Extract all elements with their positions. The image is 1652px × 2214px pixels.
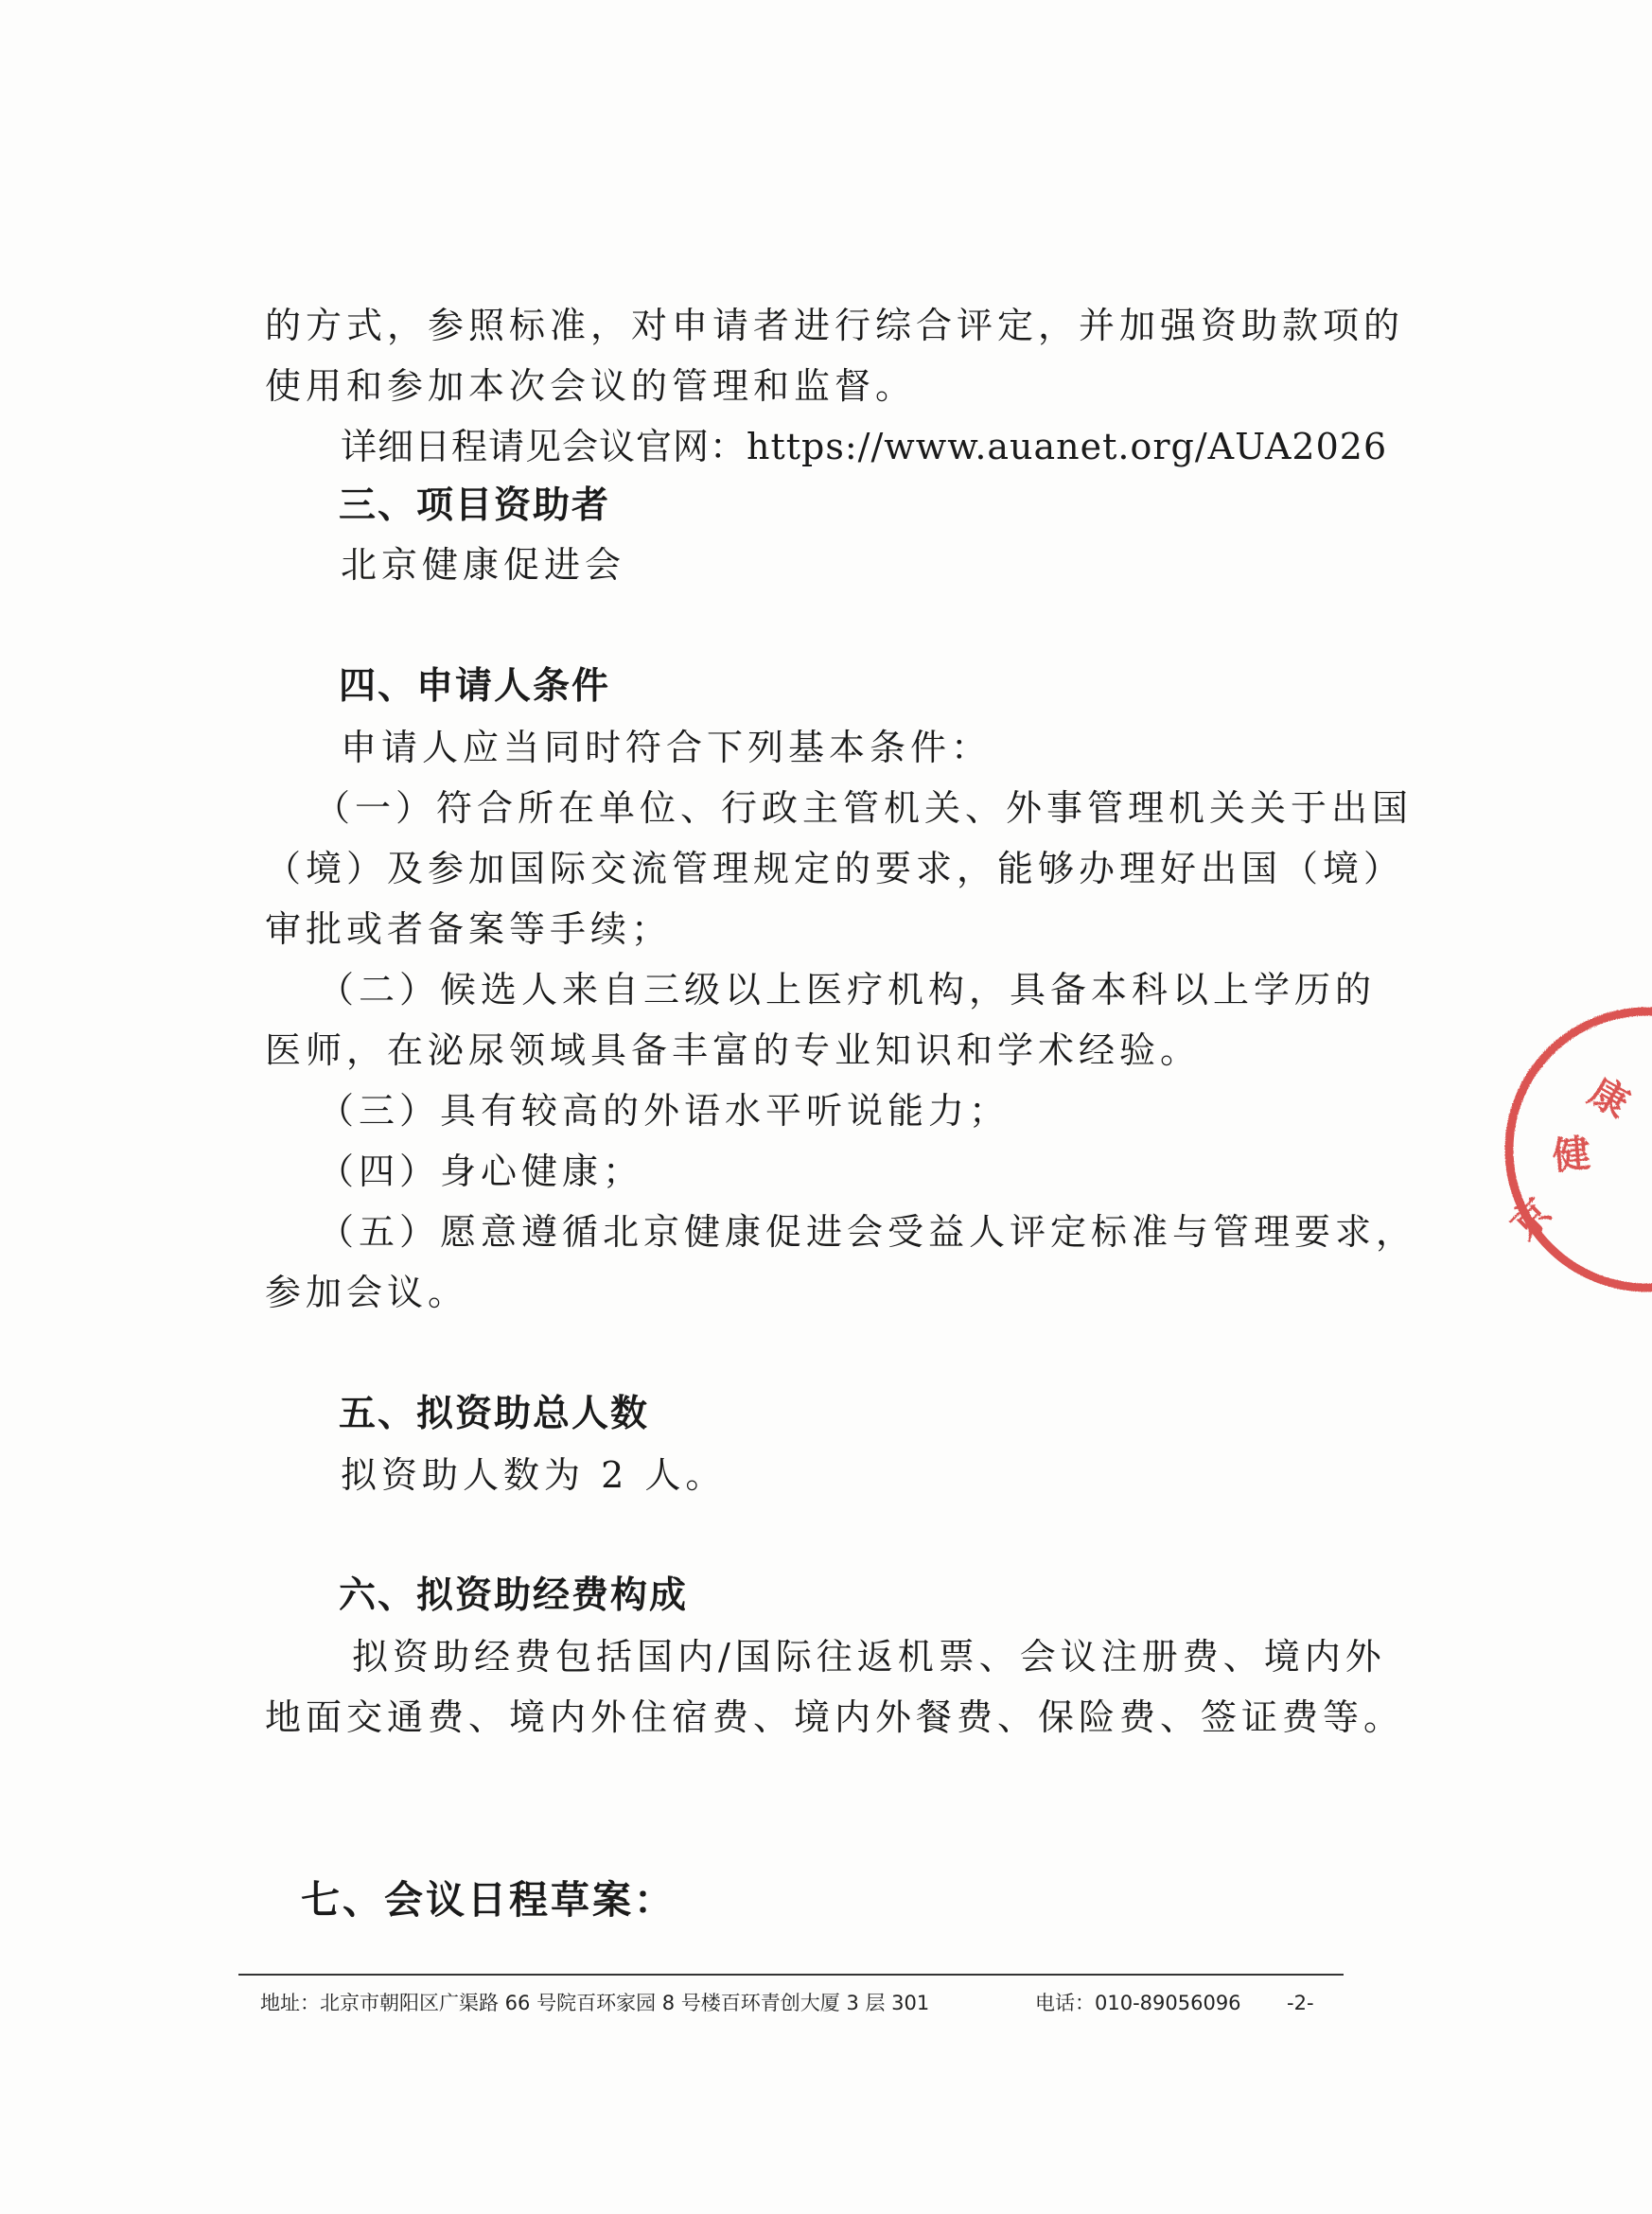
condition-4: （四）身心健康； — [318, 1151, 644, 1192]
seal-char-3: 京 — [1503, 1190, 1561, 1249]
footer-divider — [238, 1974, 1344, 1976]
condition-2-line-1: （二）候选人来自三级以上医疗机构，具备本科以上学历的 — [318, 969, 1377, 1010]
body-line-2: 使用和参加本次会议的管理和监督。 — [265, 365, 917, 407]
condition-1-line-3: 审批或者备案等手续； — [265, 908, 673, 950]
section-3-heading: 三、项目资助者 — [339, 484, 611, 527]
section-7-heading: 七、会议日程草案： — [301, 1877, 676, 1923]
section-6-line-1: 拟资助经费包括国内/国际往返机票、会议注册费、境内外 — [352, 1636, 1386, 1678]
condition-1-line-1: （一）符合所在单位、行政主管机关、外事管理机关关于出国 — [314, 787, 1414, 829]
condition-5-line-1: （五）愿意遵循北京健康促进会受益人评定标准与管理要求， — [318, 1211, 1417, 1253]
body-line-1: 的方式，参照标准，对申请者进行综合评定，并加强资助款项的 — [265, 305, 1405, 346]
condition-1-line-2: （境）及参加国际交流管理规定的要求，能够办理好出国（境） — [265, 848, 1405, 889]
official-seal-stamp — [1482, 993, 1652, 1296]
seal-char-1: 康 — [1581, 1069, 1637, 1127]
section-6-heading: 六、拟资助经费构成 — [339, 1574, 689, 1617]
footer-address: 地址：北京市朝阳区广渠路 66 号院百环家园 8 号楼百环青创大厦 3 层 301 — [260, 1992, 930, 2014]
section-4-heading: 四、申请人条件 — [339, 665, 611, 708]
schedule-website-line: 详细日程请见会议官网：https://www.auanet.org/AUA2026 — [341, 426, 1388, 467]
footer-page-number: -2- — [1287, 1992, 1314, 2014]
footer-phone: 电话：010-89056096 — [1035, 1992, 1241, 2014]
section-5-heading: 五、拟资助总人数 — [339, 1393, 650, 1435]
condition-5-line-2: 参加会议。 — [265, 1272, 469, 1313]
seal-char-2: 健 — [1550, 1132, 1592, 1179]
section-4-intro: 申请人应当同时符合下列基本条件： — [341, 727, 993, 768]
section-5-text: 拟资助人数为 2 人。 — [341, 1454, 727, 1496]
condition-3: （三）具有较高的外语水平听说能力； — [318, 1090, 1011, 1132]
condition-2-line-2: 医师，在泌尿领域具备丰富的专业知识和学术经验。 — [265, 1029, 1202, 1071]
section-6-line-2: 地面交通费、境内外住宿费、境内外餐费、保险费、签证费等。 — [265, 1696, 1405, 1738]
section-3-funder: 北京健康促进会 — [341, 544, 626, 586]
